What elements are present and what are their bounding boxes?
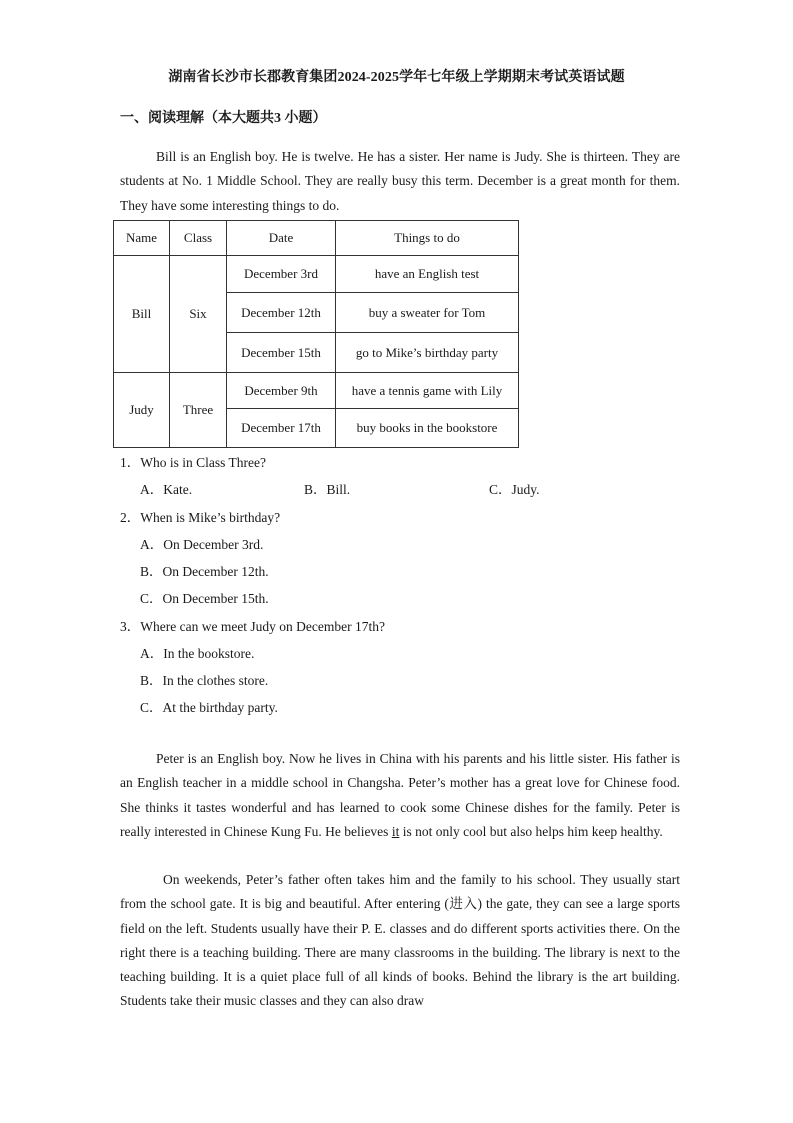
table-header: Things to do xyxy=(336,221,519,256)
table-cell-date: December 9th xyxy=(227,373,336,409)
table-header: Date xyxy=(227,221,336,256)
table-header-row xyxy=(114,221,519,256)
table-cell-thing: buy books in the bookstore xyxy=(336,409,519,448)
table-cell-date: December 15th xyxy=(227,333,336,373)
question-2-stem: 2．When is Mike’s birthday? xyxy=(120,510,281,525)
passage-2-p2-text: On weekends, Peter’s father often takes him and the family to his school. They usually start from the school gate. It is big and beautiful. After entering (进入) the gate, they can see a large sports field on the left. Students usually have their P. E. classes and do different sports activities there. On the right there is a teaching building. There are many classrooms in the building. The library is next to the teaching building. It is a quiet place full of all kinds of books. Behind the library is the art building. Students take their music classes and they can also draw xyxy=(120,872,680,1009)
passage-1-text: Bill is an English boy. He is twelve. He has a sister. Her name is Judy. She is thirteen. They are students at No. 1 Middle School. They are really busy this term. December is a great month for them. They have some interesting things to do. xyxy=(120,149,680,213)
table-cell-thing: go to Mike’s birthday party xyxy=(336,333,519,373)
table-row xyxy=(114,256,519,293)
table-cell-name: Judy xyxy=(114,373,170,448)
table-cell-thing: have an English test xyxy=(336,256,519,293)
question-2-option-b: B．On December 12th. xyxy=(140,564,269,579)
question-3-option-b: B．In the clothes store. xyxy=(140,673,269,688)
table-header: Name xyxy=(114,221,170,256)
question-3-option-c: C．At the birthday party. xyxy=(140,700,278,715)
section-heading: 一、阅读理解（本大题共3 小题） xyxy=(120,111,327,126)
table-cell-thing: buy a sweater for Tom xyxy=(336,293,519,333)
table-row xyxy=(114,373,519,409)
underlined-word: it xyxy=(391,823,400,839)
table-cell-thing: have a tennis game with Lily xyxy=(336,373,519,409)
table-header: Class xyxy=(170,221,227,256)
table-cell-name: Bill xyxy=(114,256,170,373)
table-cell-class: Three xyxy=(170,373,227,448)
question-1-stem: 1．Who is in Class Three? xyxy=(120,455,266,470)
table-cell-date: December 17th xyxy=(227,409,336,448)
schedule-table xyxy=(113,220,519,448)
question-2-option-c: C．On December 15th. xyxy=(140,591,269,606)
table-cell-class: Six xyxy=(170,256,227,373)
passage-2-p1-text: Peter is an English boy. Now he lives in China with his parents and his little sister. His father is an English teacher in a middle school in Changsha. Peter’s mother has a great love for Chinese food. She thinks it tastes wonderful and has learned to cook some Chinese dishes for the family. Peter is really interested in Chinese Kung Fu. He believes xyxy=(120,751,680,839)
table-cell-date: December 3rd xyxy=(227,256,336,293)
passage-2-paragraph-1 xyxy=(120,747,680,844)
passage-2-paragraph-2 xyxy=(120,868,680,1014)
question-1-option-c: C．Judy. xyxy=(489,482,540,497)
question-3-option-a: A．In the bookstore. xyxy=(140,646,255,661)
question-2-option-a: A．On December 3rd. xyxy=(140,537,264,552)
question-3-stem: 3．Where can we meet Judy on December 17th? xyxy=(120,619,386,634)
passage-1 xyxy=(120,145,680,218)
page-title: 湖南省长沙市长郡教育集团2024-2025学年七年级上学期期末考试英语试题 xyxy=(168,70,625,85)
table-cell-date: December 12th xyxy=(227,293,336,333)
passage-2-p1-text-end: is not only cool but also helps him keep healthy. xyxy=(399,823,663,839)
question-1-option-a: A．Kate. xyxy=(140,482,193,497)
question-1-option-b: B．Bill. xyxy=(304,482,351,497)
